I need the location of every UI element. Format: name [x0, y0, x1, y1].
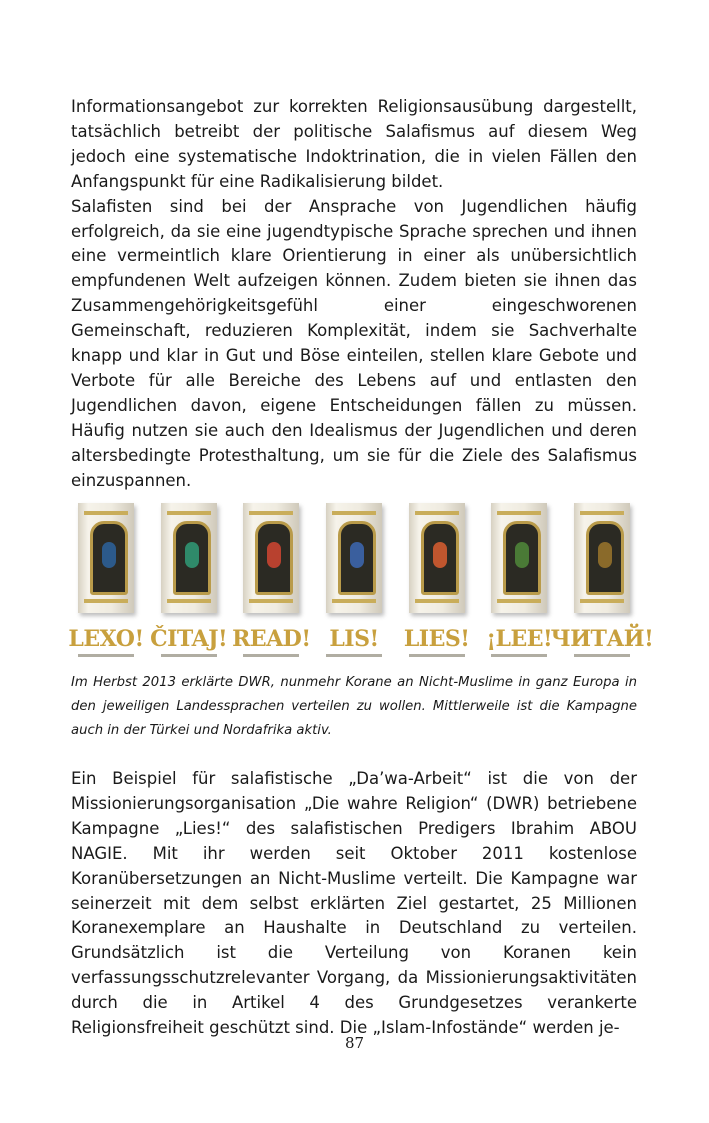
page-number: 87 [344, 1034, 365, 1052]
book-cover-image [78, 503, 134, 613]
book-cover [483, 497, 555, 657]
book-title: ЧИТАЙ! [550, 626, 654, 652]
book-cover-image [161, 503, 217, 613]
book-cover-image [243, 503, 299, 613]
book-cover-image [326, 503, 382, 613]
book-cover-image [409, 503, 465, 613]
body-text-bottom [71, 767, 637, 1041]
book-title: READ! [232, 626, 311, 652]
book-cover [232, 497, 311, 657]
book-cover-image [491, 503, 547, 613]
book-title: LIS! [329, 626, 379, 652]
book-cover [70, 497, 142, 657]
quran-campaign-figure [68, 497, 654, 657]
book-cover [318, 497, 390, 657]
book-cover [401, 497, 473, 657]
book-title: ČITAJ! [150, 626, 228, 652]
book-cover-image [574, 503, 630, 613]
paragraph: Informationsangebot zur korrekten Religionsausübung dargestellt, tatsächlich betreibt der politische Salafismus auf diesem Weg jedoch eine systematische Indoktrination, die in vielen Fällen den Anfangspunkt für eine Radikalisierung bildet. [71, 97, 637, 191]
paragraph: Ein Beispiel für salafistische „Da’wa-Arbeit“ ist die von der Missionierungsorganisation „Die wahre Religion“ (DWR) betriebene Kampagne „Lies!“ des salafistischen Predigers Ibrahim ABOU NAGIE. Mit ihr werden seit Oktober 2011 kostenlose Koranübersetzungen an Nicht-Muslime verteilt. Die Kampagne war seinerzeit mit dem selbst erklärten Ziel gestartet, 25 Millionen Koranexemplare an Haushalte in Deutschland zu verteilen. Grundsätzlich ist die Verteilung von Koranen kein verfassungsschutzrelevanter Vorgang, da Missionierungsaktivitäten durch die in Artikel 4 des Grundgesetzes verankerte Religionsfreiheit geschützt sind. Die „Islam-Infostände“ werden je- [71, 769, 637, 1038]
book-cover [150, 497, 228, 657]
figure-caption: Im Herbst 2013 erklärte DWR, nunmehr Korane an Nicht-Muslime in ganz Europa in den jeweiligen Landessprachen verteilen zu wollen. Mittlerweile ist die Kampagne auch in der Türkei und Nordafrika aktiv. [71, 675, 637, 738]
paragraph: Salafisten sind bei der Ansprache von Jugendlichen häufig erfolgreich, da sie eine jugendtypische Sprache sprechen und ihnen eine vermeintlich klare Orientierung in einer als unübersichtlich empfundenen Welt aufzeigen können. Zudem bieten sie ihnen das Zusammengehörigkeitsgefühl einer eingeschworenen Gemeinschaft, reduzieren Komplexität, indem sie Sachverhalte knapp und klar in Gut und Böse einteilen, stellen klare Gebote und Verbote für alle Bereiche des Lebens auf und entlasten den Jugendlichen davon, eigene Entscheidungen fällen zu müssen. Häufig nutzen sie auch den Idealismus der Jugendlichen und deren altersbedingte Protesthaltung, um sie für die Ziele des Salafismus einzuspannen. [71, 196, 637, 490]
body-text-top [71, 95, 637, 494]
book-title: LIES! [403, 626, 470, 652]
book-title: ¡LEE! [486, 626, 553, 652]
book-cover [550, 497, 654, 657]
book-title: LEXO! [68, 626, 144, 652]
